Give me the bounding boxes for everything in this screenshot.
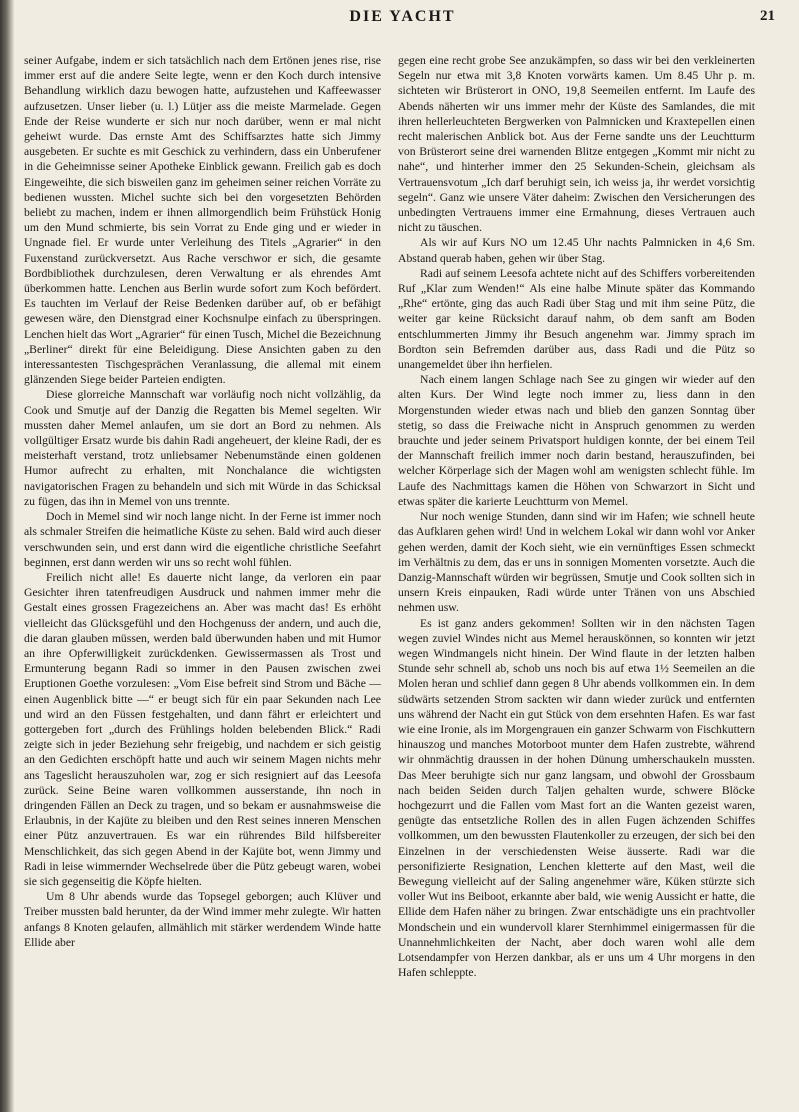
paragraph: Um 8 Uhr abends wurde das Topsegel geborgen; auch Klüver und Treiber mussten bald herunter, da der Wind immer mehr zulegte. Wir hatten anfangs 8 Knoten gelaufen, allmählich mit stärker werdendem Winde hatte Ellide aber <box>24 890 381 949</box>
right-column <box>398 53 755 980</box>
paragraph: Doch in Memel sind wir noch lange nicht. In der Ferne ist immer noch als schmaler Streifen die heimatliche Küste zu sehen. Bald wird auch dieser verschwunden sein, und erst dann wird die eigentliche christliche Seefahrt beginnen, erst dann werden wir uns so recht wohl fühlen. <box>24 510 381 569</box>
page-number: 21 <box>760 8 775 24</box>
paragraph: Nur noch wenige Stunden, dann sind wir im Hafen; wie schnell heute das Aufklaren gehen wird! Und in welchem Lokal wir dann wohl vor Anker gehen werden, damit der Koch sieht, wie ein vernünftiges Essen schmeckt im Verhältnis zu dem, das er uns in sonnigen Momenten vorsetzte. Auch die Danzig-Mannschaft würden wir begrüssen, Smutje und Cook sollten sich in unsern Kreis einpauken, Radi würde unter Tränen von uns Abschied nehmen usw. <box>398 510 755 615</box>
page-header <box>30 8 775 32</box>
paragraph: Diese glorreiche Mannschaft war vorläufig noch nicht vollzählig, da Cook und Smutje auf der Danzig die Regatten bis Memel segelten. Wir mussten daher Memel anlaufen, um sie dort an Bord zu nehmen. Als vollgültiger Ersatz wurde bis dahin Radi angeheuert, der kleine Radi, der es meisterhaft verstand, trotz unliebsamer Nebenumstände einen goldenen Humor aufrecht zu erhalten, mit Nonchalance die wichtigsten navigatorischen Fragen zu behandeln und sich mit Würde in das Schicksal zu fügen, das ihn in Memel von uns trennte. <box>24 388 381 508</box>
journal-title: DIE YACHT <box>349 8 456 25</box>
paragraph: Es ist ganz anders gekommen! Sollten wir in den nächsten Tagen wegen zuviel Windes nicht aus Memel herauskönnen, so konnten wir jetzt wegen Windmangels nicht hinein. Der Wind flaute in der letzten halben Stunde sehr schnell ab, schob uns noch bis auf etwa 1½ Seemeilen an die Molen heran und schlief dann gegen 8 Uhr abends vollkommen ein. In dem südwärts setzenden Strom sackten wir dann wieder zurück und entfernten uns während der Nacht ein gut Stück von dem ersehnten Hafen. Es war fast wie eine Ironie, als im Morgengrauen ein ganzer Schwarm von Fischkuttern hinauszog und manches Motorboot munter dem Hafen zustrebte, während wir ohnmächtig draussen in der hohen Dünung umherschaukeln mussten. Das Meer beruhigte sich nur ganz langsam, und obwohl der Grossbaum nach beiden Seiden durch Taljen gehalten wurde, schwere Blöcke hochgezurrt und die Fallen vom Mast fort an die Wanten gezeist waren, genügte das entsetzliche Rollen des in allen Fugen ächzenden Schiffes vollkommen, um den bewussten Flautenkoller zu erzeugen, der sich bei den Einzelnen in der verschiedensten Weise äusserte. Radi war die personifizierte Resignation, Lenchen kletterte auf den Mast, weil die Bewegung vielleicht auf der Saling angenehmer wäre, Küken stürzte sich voller Wut ins Beiboot, erkannte aber bald, wie wenig Aussicht er hatte, die Ellide dem Hafen näher zu bringen. Zwar entschädigte uns ein prachtvoller Mondschein und ein wundervoll klarer Sternhimmel einigermassen für die Unannehmlichkeiten der Nacht, aber doch waren wohl alle dem Lotsendampfer von Herzen dankbar, als er uns um 4 Uhr morgens in den Hafen schleppte. <box>398 616 755 980</box>
paragraph: seiner Aufgabe, indem er sich tatsächlich nach dem Ertönen jenes rise, rise immer erst auf die andere Seite legte, wenn er den Koch durch intensive Behandlung wirklich dazu bewogen hatte, aufzustehen und Kaffeewasser aufzusetzen. Unser lieber (u. l.) Lütjer ass die meiste Marmelade. Gegen Ende der Reise wunderte er sich nur noch darüber, wenn er mal nicht geheiwt wurde. Das ernste Amt des Schiffsarztes hatte sich Jimmy ausgebeten. Er suchte es mit Geschick zu verhindern, dass ein Unberufener in die Geheimnisse seiner Apotheke Einblick gewann. Freilich gab es doch Eingeweihte, die sich bisweilen ganz im geheimen seiner reichen Vorräte zu bedienen wussten. Michel suchte sich bei den vorgesetzten Behörden beliebt zu machen, indem er ihnen allmorgendlich beim Frühstück Honig um den Mund schmierte, bis sein Vorrat zu Ende ging und er wieder in Ungnade fiel. Er wurde unter Verleihung des Titels „Agrarier“ in den Fuxenstand zurückversetzt. Aus Rache verschwor er sich, die gesamte Bordbibliothek durchzulesen, deren Verwaltung er als ehrendes Amt überkommen hatte. Lenchen aus Berlin wurde sofort zum Koch befördert. Es tauchten im Verlauf der Reise Bedenken darüber auf, ob er befähigt gewesen wäre, den Dienstgrad einer Kochsnulpe einfach zu überspringen. Lenchen hielt das Wort „Agrarier“ für einen Tusch, Michel die Bezeichnung „Berliner“ direkt für eine Beleidigung. Diese Ansichten gaben zu den interessantesten Tischgesprächen Veranlassung, die allemal mit einem glänzenden Siege beider Parteien endigten. <box>24 54 381 387</box>
paragraph: gegen eine recht grobe See anzukämpfen, so dass wir bei den verkleinerten Segeln nur etwa mit 3,8 Knoten vorwärts kamen. Um 8.45 Uhr p. m. sichteten wir Brüsterort in ONO, 19,8 Seemeilen entfernt. Im Laufe des Abends näherten wir uns immer mehr der Küste des Samlandes, die mit ihren hellerleuchteten Bergwerken von Palmnicken und Kraxtepellen einen recht malerischen Anblick bot. Aus der Ferne sandte uns der Leuchtturm von Brüsterort seine drei warnenden Blitze entgegen „Kommt mir nicht zu nahe“, und hinterher immer den 25 Sekunden-Schein, gleichsam als Vertrauensvotum „Ich darf beruhigt sein, ich weiss ja, ihr werdet vorsichtig segeln“. Ganz wie unsere Väter daheim: Zwischen den Versicherungen des unbedingten Vertrauens immer eine Ermahnung, dieses Vertrauen auch nicht zu täuschen. <box>398 54 755 235</box>
paragraph: Nach einem langen Schlage nach See zu gingen wir wieder auf den alten Kurs. Der Wind legte noch immer zu, liess dann in den Morgenstunden wieder etwas nach und blieb den ganzen Sonntag über stetig, so dass die Freiwache nicht in Anspruch genommen zu werden brauchte und jeder seinem Privatsport huldigen konnte, der bei einem Teil der Mannschaft freilich immer noch darin bestand, herauszufinden, bei welcher Körperlage sich der Magen wohl am wenigsten schlecht fühle. Im Laufe des Nachmittags kamen die Höhen von Schwarzort in Sicht und etwas später die karierte Leuchtturm von Memel. <box>398 373 755 508</box>
left-column <box>24 53 381 950</box>
page-binding-edge <box>0 0 14 1112</box>
paragraph: Als wir auf Kurs NO um 12.45 Uhr nachts Palmnicken in 4,6 Sm. Abstand querab haben, gehen wir über Stag. <box>398 236 755 265</box>
paragraph: Radi auf seinem Leesofa achtete nicht auf des Schiffers vorbereitenden Ruf „Klar zum Wenden!“ Als eine halbe Minute später das Kommando „Rhe“ ertönte, ging das auch Radi über Stag und mit ihm seine Pütz, die weiter gar keine Rücksicht darauf nahm, ob dem sanft am Boden entschlummerten Jimmy ihr Besuch angenehm war. Jimmy sprach im Bordton sein Befremden darüber aus, dass Radi und die Pütz so unangemeldet über ihn herfielen. <box>398 266 755 372</box>
paragraph: Freilich nicht alle! Es dauerte nicht lange, da verloren ein paar Gesichter ihren tatenfreudigen Ausdruck und nahmen immer mehr die Gestalt eines grossen Fragezeichens an. Aber was macht das! Es erhöht vielleicht das Glücksgefühl und den Hochgenuss der andern, und auch die, die daran glauben müssen, werden bald überwunden haben und mit Humor an ihre Opferwilligkeit zurückdenken. Gewissermassen als Trost und Ermunterung begann Radi so immer in den Pausen zwischen zwei Eruptionen Goethe vorzulesen: „Vom Eise befreit sind Strom und Bäche — einen Augenblick bitte —“ er beugt sich für ein paar Sekunden nach Lee und wird an den Füssen festgehalten, und dann fährt er erleichtert und gottergeben fort „durch des Frühlings holden belebenden Blick.“ Radi zeigte sich in jeder Beziehung sehr freigebig, und nachdem er sich geistig an den Gedichten erschöpft hatte und auch wir seinem Magen nichts mehr ans Tageslicht herauszuholen war, zog er sich resigniert auf das Leesofa zurück. Seine Beine waren vollkommen ausserstande, ihn noch in dringenden Fällen an Deck zu tragen, und so bekam er ausnahmsweise die Erlaubnis, in der Kajüte zu bleiben und den Rest seines inneren Menschen einer Pütz anzuvertrauen. Es war ein rührendes Bild hilfsbereiter Menschlichkeit, das sich gegen Abend in der Kajüte bot, wenn Jimmy und Radi in leise wimmernder Wechselrede über die Pütz gebeugt waren, wobei sie sich gegenseitig die Köpfe hielten. <box>24 570 381 888</box>
